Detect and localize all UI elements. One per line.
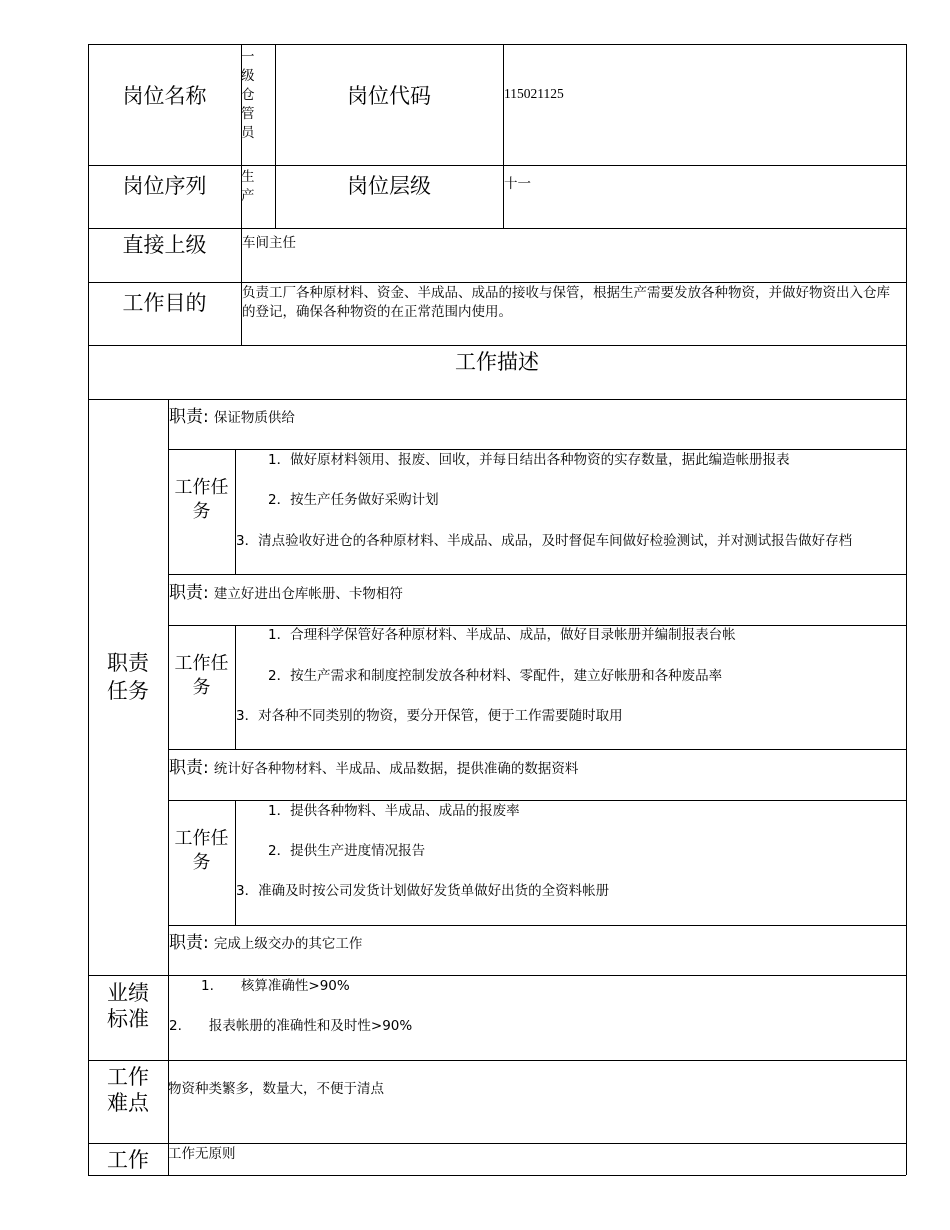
- task-item: 1．合理科学保管好各种原材料、半成品、成品，做好目录帐册并编制报表台帐: [268, 627, 736, 643]
- position-code-value: 115021125: [504, 86, 564, 101]
- task-label: [168, 827, 235, 875]
- task-label: [168, 652, 235, 700]
- task-label-text: 工作任务: [174, 653, 229, 698]
- task-item: 1．做好原材料领用、报废、回收，并每日结出各种物资的实存数量，据此编造帐册报表: [268, 452, 790, 468]
- position-sequence-label: 岗位序列: [122, 174, 207, 198]
- difficulty-value: 物资种类繁多，数量大，不便于清点: [168, 1081, 384, 1097]
- task-label-text: 工作任务: [174, 828, 229, 873]
- duty-prefix: 职责:: [169, 407, 209, 427]
- superior-value: 车间主任: [242, 235, 296, 251]
- difficulty-label: [88, 1064, 168, 1116]
- position-level-value: 十一: [504, 176, 531, 192]
- task-item: 2．按生产需求和制度控制发放各种材料、零配件，建立好帐册和各种废品率: [268, 668, 723, 684]
- duty-row: [169, 578, 403, 603]
- position-name-value: 一级仓管员: [241, 49, 255, 141]
- position-name-label: 岗位名称: [122, 84, 207, 108]
- duties-label-text: 职责任务: [107, 651, 149, 703]
- duty-prefix: 职责:: [169, 758, 209, 778]
- duty-prefix: 职责:: [169, 933, 209, 953]
- description-title: 工作描述: [455, 350, 539, 374]
- task-item: 1．提供各种物料、半成品、成品的报废率: [268, 803, 520, 819]
- task-label: [168, 476, 235, 524]
- principle-label: 工作: [107, 1148, 149, 1172]
- task-item: 3．准确及时按公司发货计划做好发货单做好出货的全资料帐册: [236, 883, 610, 899]
- superior-label: 直接上级: [122, 233, 207, 257]
- position-sequence-value: 生产: [241, 169, 255, 204]
- purpose-value: 负责工厂各种原材料、资金、半成品、成品的接收与保管，根据生产需要发放各种物资，并做好物资出入仓库的登记，确保各种物资的在正常范围内使用。: [242, 285, 890, 320]
- duty-row: [169, 928, 362, 953]
- duty-row: [169, 402, 295, 427]
- task-label-text: 工作任务: [174, 477, 229, 522]
- duty-text: 完成上级交办的其它工作: [213, 936, 363, 952]
- task-item: 3．对各种不同类别的物资，要分开保管，便于工作需要随时取用: [236, 708, 623, 724]
- position-code-label: 岗位代码: [347, 84, 431, 108]
- position-level-label: 岗位层级: [347, 174, 431, 198]
- performance-label: [88, 980, 168, 1032]
- duty-text: 统计好各种物材料、半成品、成品数据，提供准确的数据资料: [213, 761, 579, 777]
- difficulty-label-text: 工作难点: [107, 1065, 149, 1115]
- duty-text: 保证物质供给: [213, 410, 295, 426]
- duty-prefix: 职责:: [169, 583, 209, 603]
- task-item: 2．提供生产进度情况报告: [268, 843, 426, 859]
- task-item: 3．清点验收好进仓的各种原材料、半成品、成品，及时督促车间做好检验测试，并对测试报告做好存档: [236, 533, 853, 549]
- performance-item: 1. 核算准确性>90%: [201, 978, 350, 994]
- purpose-label: 工作目的: [122, 291, 207, 315]
- performance-label-text: 业绩标准: [107, 981, 149, 1031]
- duties-label: [88, 649, 168, 705]
- principle-value: 工作无原则: [168, 1146, 236, 1162]
- duty-row: [169, 753, 578, 778]
- task-item: 2．按生产任务做好采购计划: [268, 492, 439, 508]
- duty-text: 建立好进出仓库帐册、卡物相符: [213, 586, 403, 602]
- performance-item: 2. 报表帐册的准确性和及时性>90%: [169, 1018, 413, 1034]
